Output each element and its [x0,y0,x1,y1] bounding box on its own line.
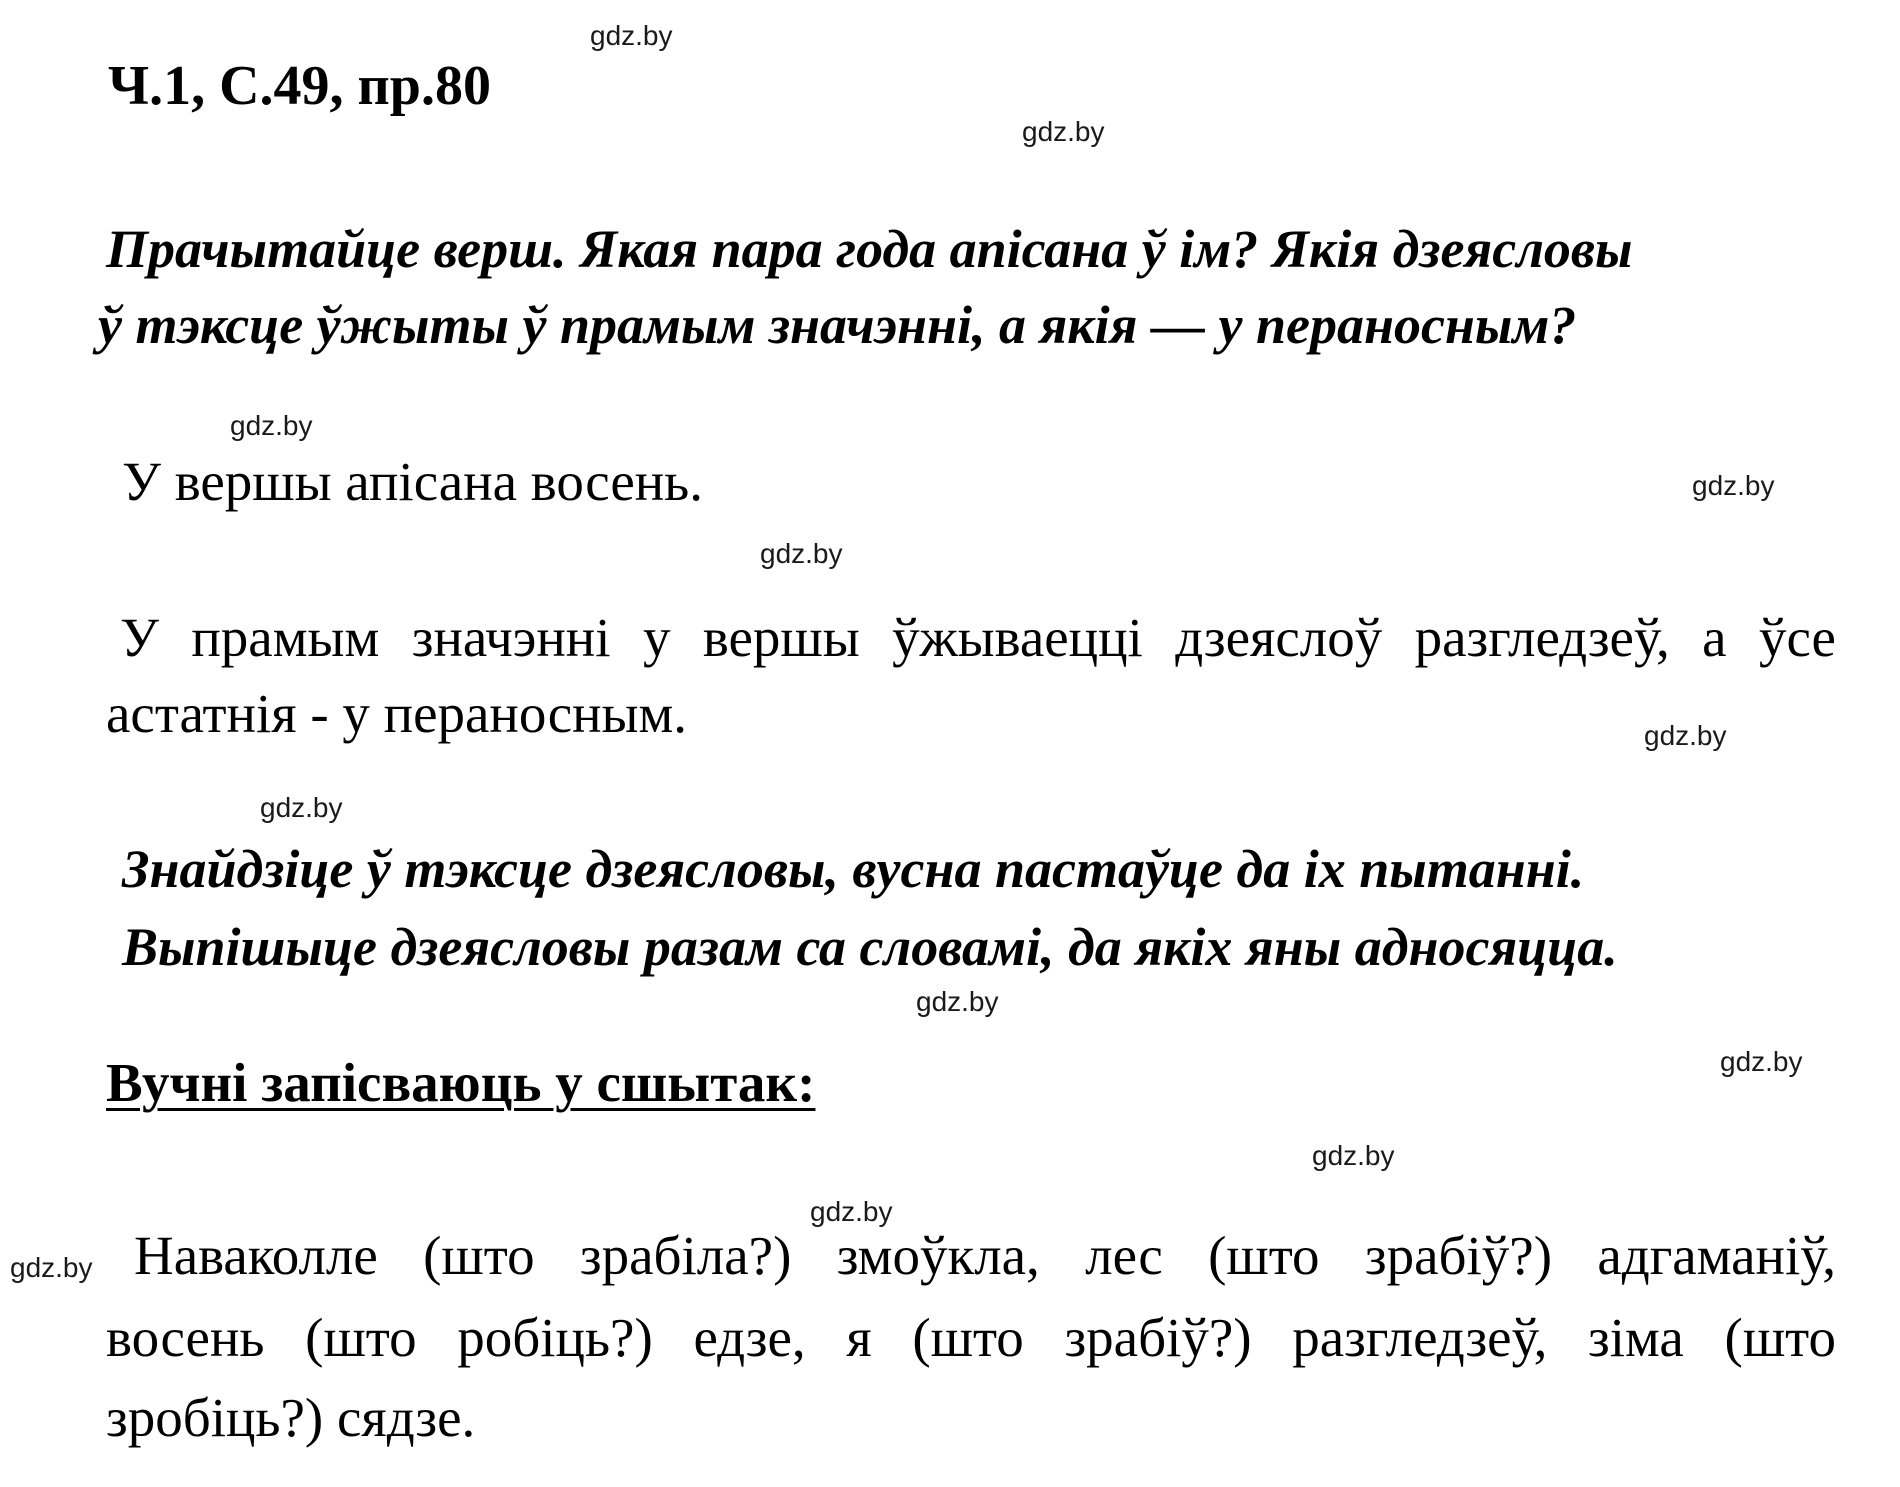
word: я [846,1307,872,1368]
word: вершы [702,607,860,668]
watermark: gdz.by [810,1196,893,1227]
word: змоўкла, [836,1225,1040,1286]
section-heading: Вучні запісваюць у сшытак: [106,1052,816,1113]
word: (што [912,1307,1024,1368]
answer-3-line-1 [134,1225,1836,1286]
word: зрабіў?) [1364,1225,1553,1286]
word: (што [305,1307,417,1368]
word: Наваколле [134,1225,378,1286]
word: значэнні [411,607,611,668]
word: ўжываецці [892,607,1143,668]
answer-3-line-3: зробіць?) сядзе. [106,1387,476,1448]
answer-2-line-1 [120,607,1836,668]
word: (што [1724,1307,1836,1368]
answer-1: У вершы апісана восень. [122,451,704,512]
task-1-line-1: Прачытайце верш. Якая пара года апісана ў ім? Якія дзеясловы [106,219,1633,279]
watermark: gdz.by [916,986,999,1017]
word: ўсе [1758,607,1836,668]
watermark: gdz.by [10,1252,93,1283]
word: адгаманіў, [1597,1225,1836,1286]
word: зрабіла?) [579,1225,792,1286]
watermark: gdz.by [260,792,343,823]
word: дзеяслоў [1175,607,1383,668]
task-2-line-2: Выпішыце дзеясловы разам са словамі, да якіх яны адносяцца. [122,917,1618,977]
task-1-line-2: ў тэксце ўжыты ў прамым значэнні, а якія — у пераносным? [98,295,1577,355]
word: восень [106,1307,265,1368]
watermark: gdz.by [1720,1046,1803,1077]
word: зрабіў?) [1064,1307,1252,1368]
watermark: gdz.by [1312,1140,1395,1171]
answer-3-line-2 [106,1307,1836,1368]
word: едзе, [693,1307,806,1368]
word: У [120,607,159,668]
word: разгледзеў, [1292,1307,1548,1368]
word: зіма [1587,1307,1684,1368]
word: а [1702,607,1727,668]
answer-2-line-2: астатнія - у пераносным. [106,683,688,744]
word: робіць?) [457,1307,653,1368]
watermark: gdz.by [590,20,673,51]
word: (што [1208,1225,1320,1286]
page-title: Ч.1, С.49, пр.80 [108,55,491,117]
word: (што [423,1225,535,1286]
word: лес [1085,1225,1163,1286]
word: прамым [191,607,380,668]
task-2-line-1: Знайдзіце ў тэксце дзеясловы, вусна пастаўце да іх пытанні. [122,839,1585,899]
watermark: gdz.by [760,538,843,569]
watermark: gdz.by [1692,470,1775,501]
word: у [642,607,671,668]
watermark: gdz.by [230,410,313,441]
watermark: gdz.by [1644,720,1727,751]
word: разгледзеў, [1414,607,1670,668]
watermark: gdz.by [1022,116,1105,147]
